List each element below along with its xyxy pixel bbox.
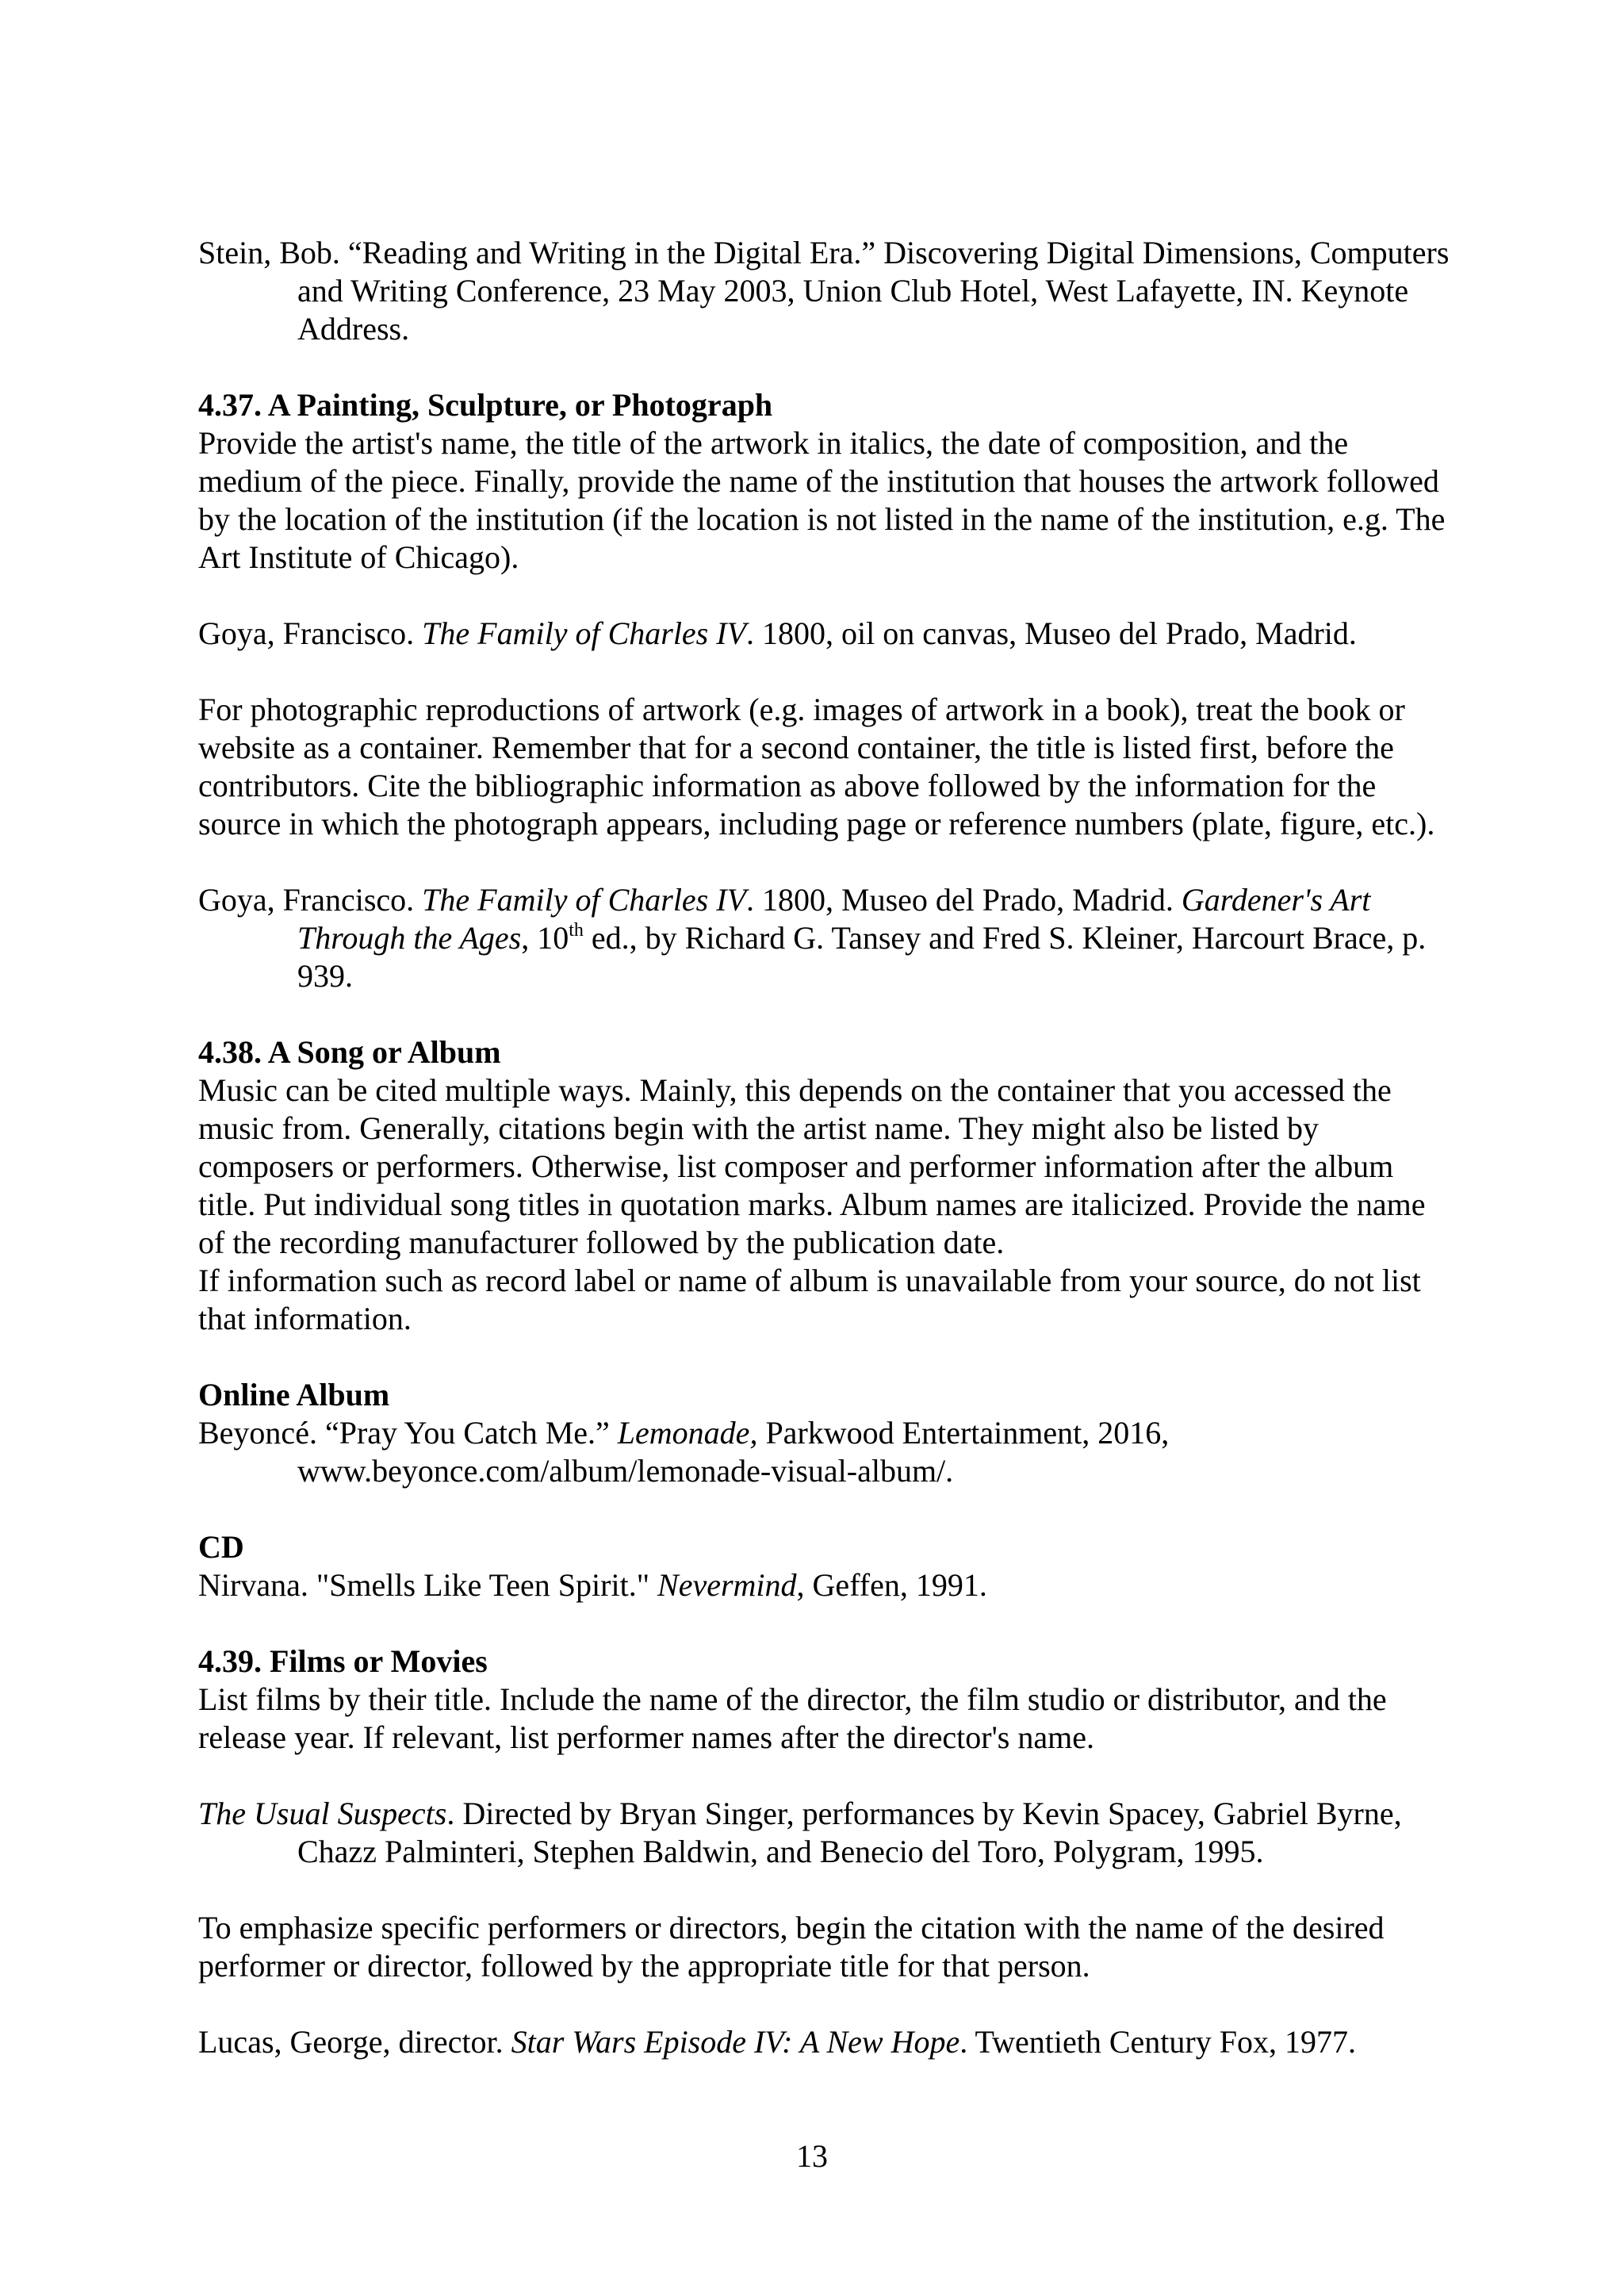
citation-album-title: Lemonade, xyxy=(617,1415,758,1451)
citation-text: Stein, Bob. “Reading and Writing in the Digital Era.” Discovering Digital Dimensions, Computers and Writing Conference, 23 May 2003, Union Club Hotel, West Lafayette, IN. Keynote Address. xyxy=(198,235,1450,347)
citation-film-title: The Usual Suspects xyxy=(198,1796,447,1831)
spacer xyxy=(198,1871,1451,1909)
citation-film-title: Star Wars Episode IV: A New Hope xyxy=(511,2024,960,2060)
page-number: 13 xyxy=(796,2138,828,2174)
spacer xyxy=(198,1490,1451,1528)
spacer xyxy=(198,995,1451,1033)
citation-goya-1 xyxy=(198,615,1451,653)
section-heading-4-37: 4.37. A Painting, Sculpture, or Photograph xyxy=(198,387,773,423)
edition-superscript: th xyxy=(569,920,584,941)
spacer xyxy=(198,1338,1451,1376)
citation-album-title: Nevermind xyxy=(657,1567,797,1603)
citation-details: . Twentieth Century Fox, 1977. xyxy=(959,2024,1356,2060)
citation-edition: , 10 xyxy=(521,920,569,956)
citation-usual-suspects xyxy=(198,1795,1451,1871)
photo-reproduction-paragraph: For photographic reproductions of artwork (e.g. images of artwork in a book), treat the book or website as a container. Remember that for a second container, the title is listed first, before the contributors. Cite the bibliographic information as above followed by the information for the source in which the photograph appears, including page or reference numbers (plate, figure, etc.). xyxy=(198,692,1435,841)
spacer xyxy=(198,843,1451,881)
citation-author: Goya, Francisco. xyxy=(198,615,423,651)
spacer xyxy=(198,348,1451,386)
citation-publisher: ed., by Richard G. Tansey and Fred S. Kleiner, Harcourt Brace, p. 939. xyxy=(297,920,1427,994)
citation-goya-2 xyxy=(198,881,1451,995)
citation-details: Parkwood Entertainment, 2016, www.beyonce.com/album/lemonade-visual-album/. xyxy=(297,1415,1170,1489)
spacer xyxy=(198,1757,1451,1795)
citation-author-song: Beyoncé. “Pray You Catch Me.” xyxy=(198,1415,618,1451)
section-intro-4-38-note: If information such as record label or name of album is unavailable from your source, do not list that information. xyxy=(198,1263,1421,1336)
citation-title: The Family of Charles IV xyxy=(422,615,747,651)
spacer xyxy=(198,577,1451,615)
citation-author-song: Nirvana. "Smells Like Teen Spirit." xyxy=(198,1567,658,1603)
spacer xyxy=(198,1604,1451,1642)
emphasis-paragraph: To emphasize specific performers or directors, begin the citation with the name of the desired performer or director, followed by the appropriate title for that person. xyxy=(198,1910,1385,1984)
citation-stein xyxy=(198,234,1451,348)
citation-director: Lucas, George, director. xyxy=(198,2024,511,2060)
citation-details: . Directed by Bryan Singer, performances by Kevin Spacey, Gabriel Byrne, Chazz Palminteri, Stephen Baldwin, and Benecio del Toro, Polygram, 1995. xyxy=(297,1796,1402,1869)
citation-author: Goya, Francisco. xyxy=(198,882,423,918)
subheading-online-album: Online Album xyxy=(198,1377,390,1412)
citation-title: The Family of Charles IV xyxy=(422,882,747,918)
section-intro-4-39: List films by their title. Include the name of the director, the film studio or distributor, and the release year. If relevant, list performer names after the director's name. xyxy=(198,1681,1387,1755)
citation-details: , Geffen, 1991. xyxy=(796,1567,987,1603)
citation-container-title: Gardener's Art Through the Ages xyxy=(297,882,1371,956)
section-heading-4-39: 4.39. Films or Movies xyxy=(198,1643,488,1679)
citation-details: . 1800, oil on canvas, Museo del Prado, Madrid. xyxy=(746,615,1357,651)
citation-star-wars xyxy=(198,2023,1451,2061)
section-intro-4-37: Provide the artist's name, the title of the artwork in italics, the date of composition, and the medium of the piece. Finally, provide the name of the institution that houses the artwork followed by the location of the institution (if the location is not listed in the name of the institution, e.g. The Art Institute of Chicago). xyxy=(198,425,1446,575)
spacer xyxy=(198,653,1451,691)
section-heading-4-38: 4.38. A Song or Album xyxy=(198,1034,501,1070)
document-body xyxy=(198,234,1451,2061)
citation-details: . 1800, Museo del Prado, Madrid. xyxy=(746,882,1182,918)
section-intro-4-38: Music can be cited multiple ways. Mainly, this depends on the container that you accessed the music from. Generally, citations begin with the artist name. They might also be listed by composers or performers. Otherwise, list composer and performer information after the album title. Put individual song titles in quotation marks. Album names are italicized. Provide the name of the recording manufacturer followed by the publication date. xyxy=(198,1072,1426,1260)
spacer xyxy=(198,1985,1451,2023)
citation-nirvana xyxy=(198,1566,1451,1604)
citation-beyonce xyxy=(198,1414,1451,1490)
subheading-cd: CD xyxy=(198,1529,244,1565)
